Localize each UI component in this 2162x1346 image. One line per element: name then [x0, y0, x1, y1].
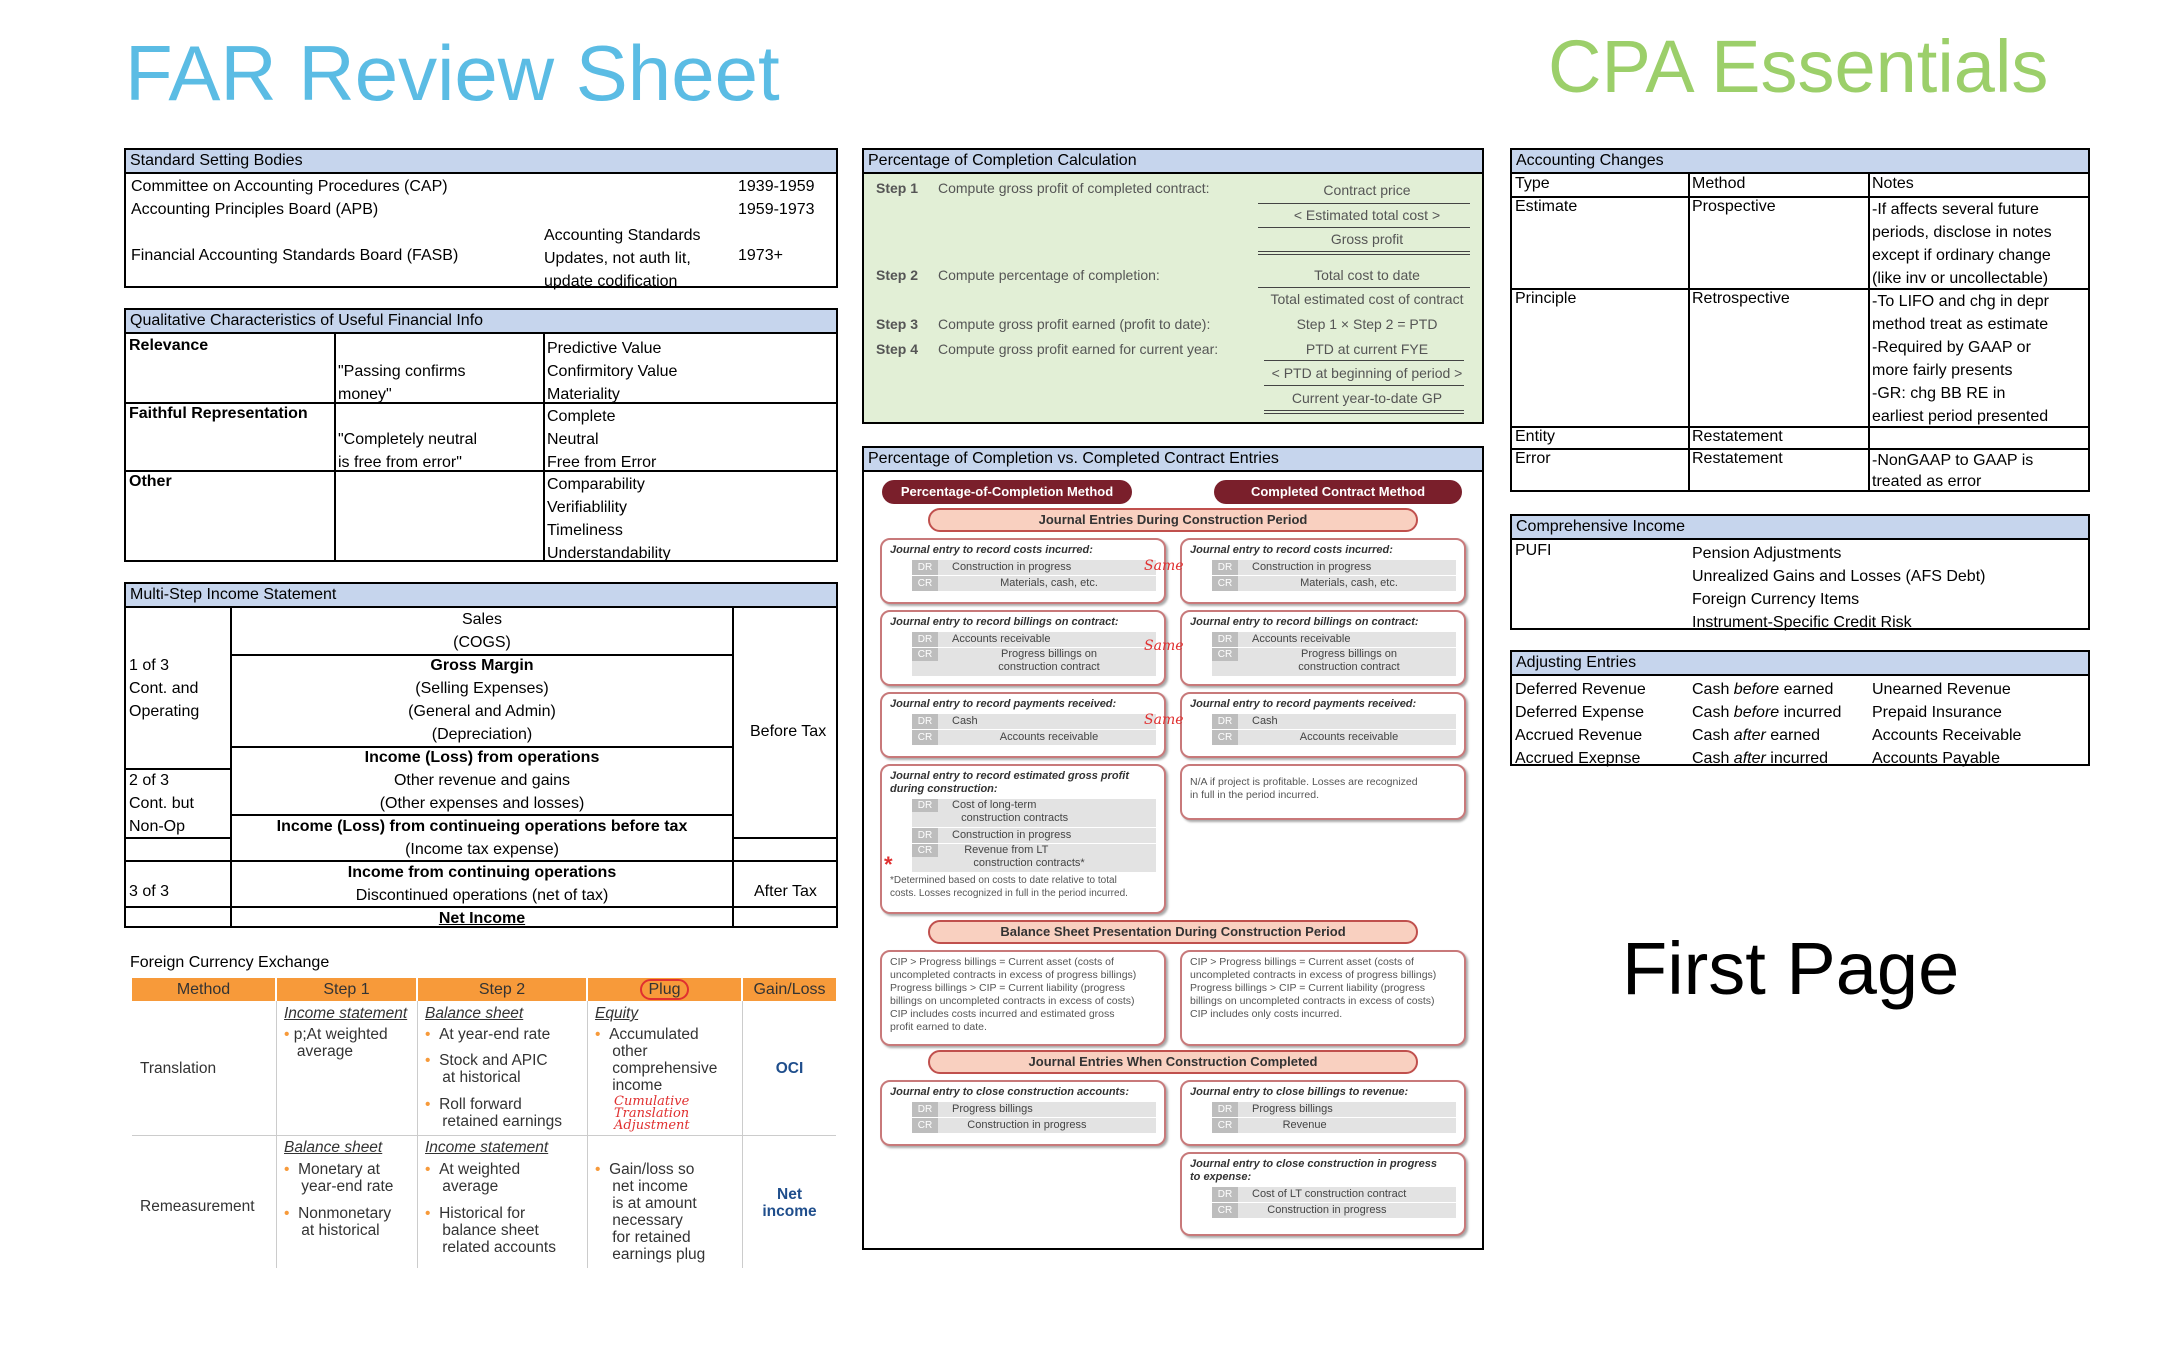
table-cell — [544, 224, 701, 293]
table-cell: Entity — [1515, 428, 1556, 445]
entry-card: N/A if project is profitable. Losses are recognized in full in the period incurred. — [1180, 764, 1466, 820]
group-quote: "Completely neutral is free from error" — [338, 431, 478, 471]
column-header: Notes — [1872, 175, 1914, 192]
table-cell: -NonGAAP to GAAP is treated as error — [1872, 452, 2034, 490]
brand-title: CPA Essentials — [1548, 25, 2049, 108]
step-value: Total estimated cost of contract — [1270, 291, 1464, 307]
line-item: (Other expenses and losses) — [379, 795, 585, 812]
table-cell: Estimate — [1515, 198, 1578, 215]
line-item: Net Income — [438, 910, 526, 927]
step-value: Step 1 × Step 2 = PTD — [1296, 316, 1438, 332]
table-header: Percentage of Completion vs. Completed Contract Entries — [864, 448, 1482, 472]
line-item: (Income tax expense) — [405, 841, 559, 858]
line-item: (General and Admin) — [408, 703, 556, 720]
table-header: Adjusting Entries — [1512, 652, 2088, 676]
table-cell: Retrospective — [1692, 290, 1790, 307]
entry-title: Journal entry to record costs incurred: — [1190, 544, 1393, 556]
table-header: Accounting Changes — [1512, 150, 2088, 174]
entry-title: Journal entry to record billings on contract: — [1190, 616, 1419, 628]
section-label: 2 of 3 Cont. but Non-Op — [129, 772, 194, 835]
step-text: Compute gross profit earned (profit to date): — [938, 316, 1211, 332]
group-name: Other — [129, 473, 172, 490]
income-lines — [232, 608, 732, 930]
entry-card: Journal entry to record payments received: DR Cash CR Accounts receivable — [1180, 692, 1466, 758]
table-cell: Error — [1515, 450, 1551, 467]
entry-card: Journal entry to record billings on contract: DR Accounts receivable CR Progress billings on construction contract — [1180, 610, 1466, 686]
cc-method-label: Completed Contract Method — [1214, 480, 1462, 504]
adj-timing: Cash before earned Cash before incurred Cash after earned Cash after incurred — [1692, 681, 1842, 767]
line-item: Discontinued operations (net of tax) — [355, 887, 609, 904]
step-label: Step 3 — [876, 316, 919, 332]
table-header: Percentage of Completion Calculation — [864, 150, 1482, 174]
entry-card: Journal entry to record costs incurred: DR Construction in progress CR Materials, cash, etc. — [1180, 538, 1466, 604]
column-header: Method — [1692, 175, 1746, 192]
page-label: First Page — [1622, 927, 1960, 1010]
entry-title: Journal entry to close construction accounts: — [890, 1086, 1129, 1098]
line-item: Income (Loss) from operations — [364, 749, 600, 766]
handwritten-note: Cumulative Translation Adjustment — [614, 1094, 690, 1133]
line-item: (Depreciation) — [431, 726, 533, 743]
table-cell: 1959-1973 — [738, 201, 815, 218]
step-value: < Estimated total cost > — [1293, 207, 1441, 223]
fx-header: Step 2 — [418, 978, 586, 1001]
fx-title: Foreign Currency Exchange — [130, 954, 330, 971]
entry-title: Journal entry to record payments received: — [890, 698, 1117, 710]
same-annotation: Same — [1144, 638, 1184, 654]
fx-method: Remeasurement — [140, 1198, 255, 1215]
page-title: FAR Review Sheet — [125, 29, 780, 117]
table-cell: Prospective — [1692, 198, 1776, 215]
section-label: 3 of 3 — [129, 883, 170, 900]
fx-subhead: Income statement — [425, 1139, 549, 1156]
step-value: Total cost to date — [1314, 267, 1420, 283]
group-name: Faithful Representation — [129, 405, 308, 422]
line-item: Income from continuing operations — [347, 864, 617, 881]
adj-results: Unearned Revenue Prepaid Insurance Accounts Receivable Accounts Payable — [1872, 681, 2022, 767]
standard-setting-table — [124, 148, 838, 288]
fx-gain-loss: OCI — [775, 1060, 804, 1077]
step-value: < PTD at beginning of period > — [1271, 365, 1463, 381]
table-header: Comprehensive Income — [1512, 516, 2088, 540]
entry-card: Journal entry to record costs incurred: DR Construction in progress CR Materials, cash, etc. — [880, 538, 1166, 604]
entry-card: Journal entry to close billings to revenue: DR Progress billings CR Revenue — [1180, 1080, 1466, 1146]
section-band: Balance Sheet Presentation During Construction Period — [928, 920, 1418, 944]
fx-bullet: • Nonmonetary at historical — [284, 1205, 392, 1239]
step-value: PTD at current FYE — [1305, 341, 1429, 357]
entry-card: Journal entry to close construction in progress to expense: DR Cost of LT construction contract CR Construction in progress — [1180, 1152, 1466, 1236]
step-value: Gross profit — [1330, 231, 1404, 247]
table-cell: -To LIFO and chg in depr method treat as estimate -Required by GAAP or more fairly presents -GR: chg BB RE in earliest period presented — [1872, 293, 2049, 425]
table-cell: Restatement — [1692, 450, 1783, 467]
same-annotation: Same — [1144, 712, 1184, 728]
group-items: Complete Neutral Free from Error — [547, 408, 657, 471]
entry-title: Journal entry to record estimated gross profit during construction: — [890, 770, 1129, 795]
fx-bullet: • Stock and APIC at historical — [425, 1052, 548, 1086]
table-header: Qualitative Characteristics of Useful Financial Info — [126, 310, 836, 334]
step-label: Step 4 — [876, 341, 919, 357]
line-item: Income (Loss) from continueing operations before tax — [276, 818, 688, 835]
group-items: Predictive Value Confirmitory Value Materiality — [547, 340, 678, 403]
table-cell: Financial Accounting Standards Board (FASB) — [131, 247, 459, 264]
entry-title: Journal entry to close billings to revenue: — [1190, 1086, 1409, 1098]
fx-table — [132, 978, 836, 1268]
entry-title: Journal entry to record payments received: — [1190, 698, 1417, 710]
table-header: Multi-Step Income Statement — [126, 584, 836, 608]
entry-card: Journal entry to record billings on contract: DR Accounts receivable CR Progress billings on construction contract — [880, 610, 1166, 686]
income-statement-table — [124, 582, 838, 928]
fx-header: Step 1 — [277, 978, 416, 1001]
table-cell: Committee on Accounting Procedures (CAP) — [131, 178, 448, 195]
group-name: Relevance — [129, 337, 209, 354]
same-annotation: Same — [1144, 558, 1184, 574]
line-item: Gross Margin — [430, 657, 534, 674]
fx-bullet: • Gain/loss so net income is at amount necessary for retained earnings plug — [595, 1161, 706, 1263]
entries-panel — [862, 446, 1484, 1250]
step-text: Compute gross profit of completed contract: — [938, 180, 1210, 196]
asterisk-icon: * — [884, 852, 893, 877]
fx-subhead: Equity — [595, 1005, 639, 1022]
line-item: (COGS) — [453, 634, 511, 651]
adj-names: Deferred Revenue Deferred Expense Accrued Revenue Accrued Exepnse — [1515, 681, 1646, 767]
section-band: Journal Entries During Construction Period — [928, 508, 1418, 532]
table-cell: Principle — [1515, 290, 1577, 307]
ci-label: PUFI — [1515, 542, 1552, 559]
entry-card: Journal entry to record estimated gross profit during construction: DR Cost of long-term construction contracts DR Construction in progress CR Revenue from LT construction contracts* *Determined based on costs to date relative to total costs. Losses recognized in full in the period incurred. — [880, 764, 1166, 914]
step-value: Current year-to-date GP — [1291, 390, 1443, 406]
note-line: update codification — [544, 273, 678, 290]
table-cell: 1939-1959 — [738, 178, 815, 195]
group-items: Comparability Verifiablility Timeliness Understandability — [547, 476, 671, 562]
group-quote: "Passing confirms money" — [338, 363, 466, 403]
fx-subhead: Balance sheet — [284, 1139, 383, 1156]
fx-bullet: • Roll forward retained earnings — [425, 1096, 563, 1130]
fx-bullet: • At weighted average — [425, 1161, 521, 1195]
fx-header: Method — [132, 978, 275, 1001]
line-item: Sales — [461, 611, 503, 628]
table-cell: Restatement — [1692, 428, 1783, 445]
note-line: Updates, not auth lit, — [544, 250, 691, 267]
step-text: Compute percentage of completion: — [938, 267, 1160, 283]
fx-bullet: • Accumulated other comprehensive income — [595, 1026, 718, 1094]
line-item: (Selling Expenses) — [415, 680, 549, 697]
fx-bullet: • Monetary at year-end rate — [284, 1161, 394, 1195]
section-band: Journal Entries When Construction Completed — [928, 1050, 1418, 1074]
step-text: Compute gross profit earned for current year: — [938, 341, 1219, 357]
entry-title: Journal entry to record costs incurred: — [890, 544, 1093, 556]
comprehensive-income-table — [1510, 514, 2090, 630]
step-value: Contract price — [1323, 182, 1411, 198]
fx-bullet: • At year-end rate — [425, 1026, 551, 1043]
after-tax-label: After Tax — [754, 883, 817, 900]
fx-gain-loss: Net income — [762, 1186, 817, 1220]
poc-method-label: Percentage-of-Completion Method — [882, 480, 1132, 504]
fx-bullet: • Historical for balance sheet related accounts — [425, 1205, 556, 1256]
poc-calc-panel — [862, 148, 1484, 424]
ci-items: Pension Adjustments Unrealized Gains and Losses (AFS Debt) Foreign Currency Items Instrument-Specific Credit Risk — [1692, 545, 1986, 631]
line-item: Other revenue and gains — [393, 772, 571, 789]
bs-card: CIP > Progress billings = Current asset (costs of uncompleted contracts in excess of progress billings) Progress billings > CIP = Current liability (progress billings on uncompleted contracts in excess of costs) CIP includes costs incurred and estimated gross profit earned to date. — [880, 950, 1166, 1046]
step-label: Step 1 — [876, 180, 919, 196]
step-label: Step 2 — [876, 267, 919, 283]
poc-calc-body — [864, 174, 1482, 422]
table-cell: 1973+ — [738, 247, 783, 264]
qualitative-table — [124, 308, 838, 562]
entry-card: Journal entry to close construction accounts: DR Progress billings CR Construction in progress — [880, 1080, 1166, 1146]
fx-method: Translation — [140, 1060, 217, 1077]
column-header: Type — [1515, 175, 1550, 192]
before-tax-label: Before Tax — [750, 723, 827, 740]
entry-card: Journal entry to record payments received: DR Cash CR Accounts receivable — [880, 692, 1166, 758]
table-cell: -If affects several future periods, disclose in notes except if ordinary change (like inv or uncollectable) — [1872, 201, 2052, 287]
fx-subhead: Balance sheet — [425, 1005, 524, 1022]
adjusting-entries-table — [1510, 650, 2090, 766]
table-cell: Accounting Principles Board (APB) — [131, 201, 379, 218]
fx-header: Gain/Loss — [743, 978, 836, 1001]
fx-bullet: • p;At weighted average — [284, 1026, 388, 1060]
fx-header: Plug — [588, 978, 741, 1001]
bs-card: CIP > Progress billings = Current asset (costs of uncompleted contracts in excess of progress billings) Progress billings > CIP = Current liability (progress billings on uncompleted contracts in excess of costs) CIP includes only costs incurred. — [1180, 950, 1466, 1046]
fx-subhead: Income statement — [284, 1005, 408, 1022]
entry-title: Journal entry to record billings on contract: — [890, 616, 1119, 628]
section-label: 1 of 3 Cont. and Operating — [129, 657, 200, 720]
note-line: Accounting Standards — [544, 227, 701, 244]
table-header: Standard Setting Bodies — [126, 150, 836, 174]
entry-title: Journal entry to close construction in progress to expense: — [1190, 1158, 1437, 1183]
accounting-changes-table — [1510, 148, 2090, 492]
